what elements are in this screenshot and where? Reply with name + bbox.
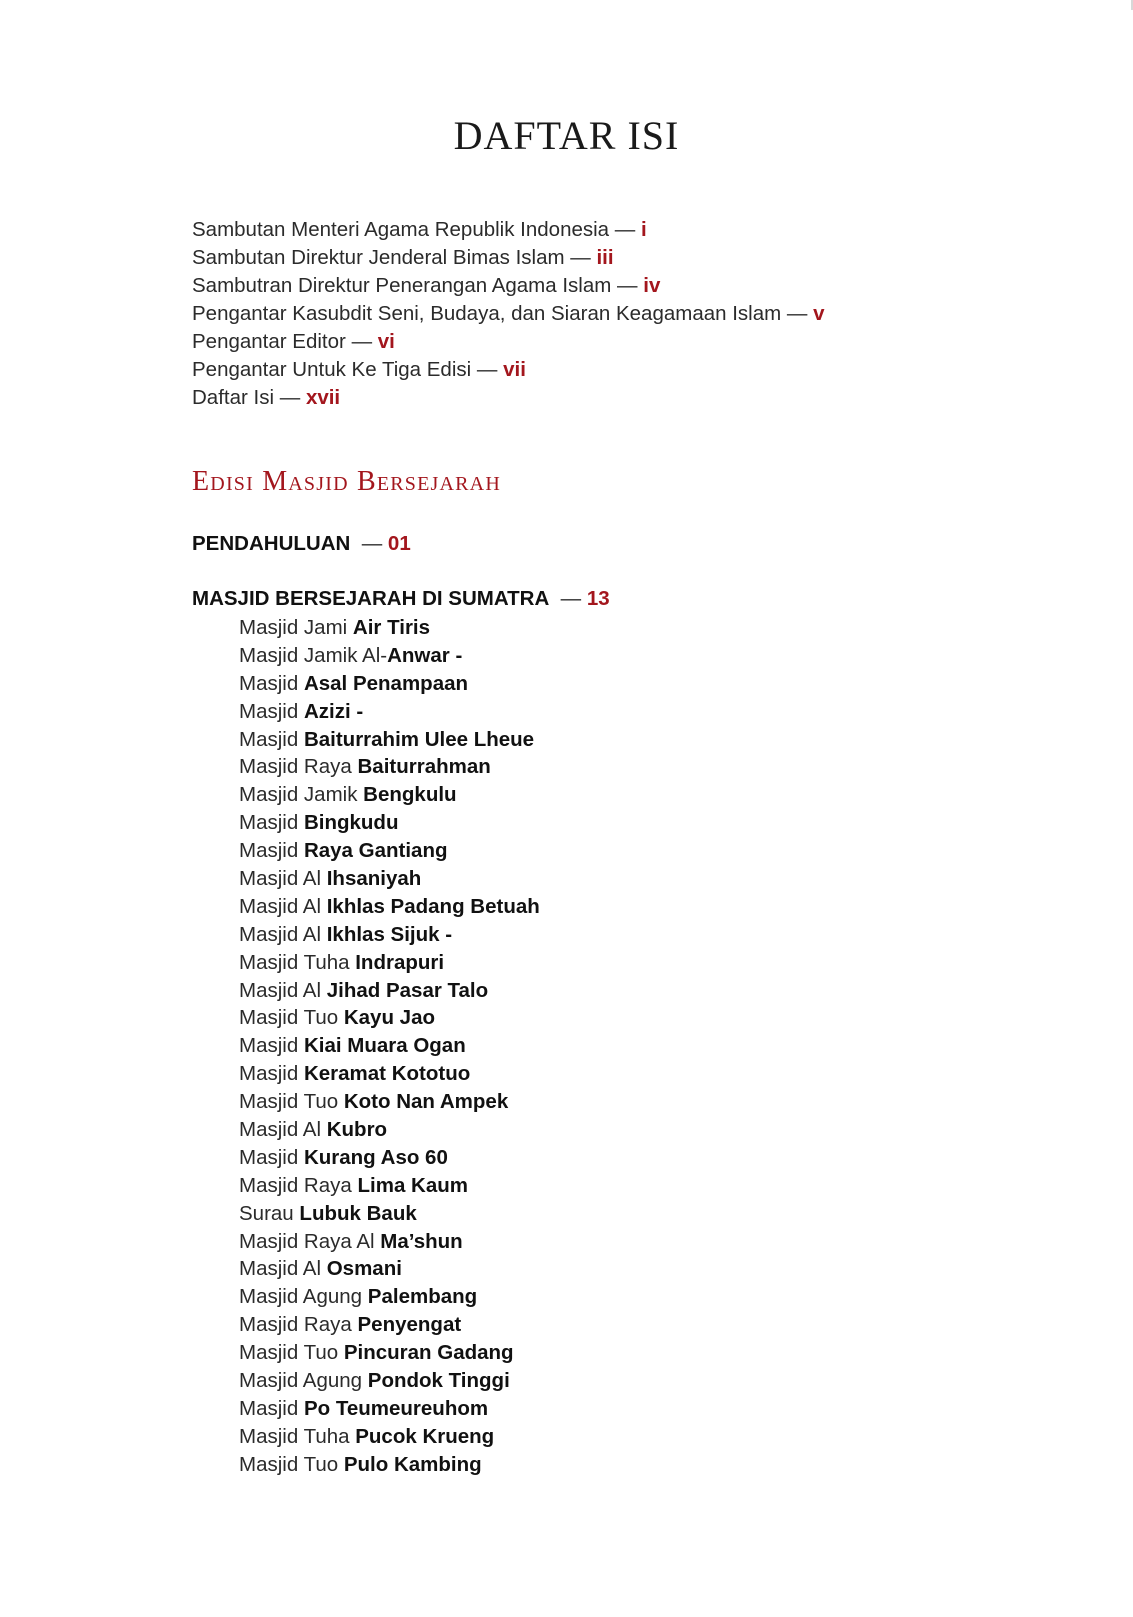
mosque-entry[interactable] <box>239 726 540 754</box>
mosque-prefix: Masjid <box>239 811 299 835</box>
toc-entry-label: Daftar Isi <box>192 386 275 409</box>
mosque-name: Kayu Jao <box>343 1006 435 1030</box>
mosque-prefix: Masjid <box>239 671 299 695</box>
chapter-page-number: 13 <box>586 587 610 610</box>
mosque-entry[interactable] <box>239 753 540 781</box>
toc-entry-label: Sambutran Direktur Penerangan Agama Islam <box>192 274 612 297</box>
mosque-entry[interactable] <box>239 1255 540 1283</box>
mosque-name: Penyengat <box>357 1313 462 1337</box>
mosque-entry[interactable] <box>239 1367 540 1395</box>
mosque-prefix: Surau <box>239 1201 294 1225</box>
mosque-name: Anwar - <box>387 643 463 667</box>
mosque-prefix: Masjid Agung <box>239 1285 363 1309</box>
mosque-entry[interactable] <box>239 921 540 949</box>
mosque-name: Pulo Kambing <box>343 1452 482 1476</box>
mosque-entry[interactable] <box>239 837 540 865</box>
mosque-name: Ikhlas Sijuk - <box>326 922 453 946</box>
mosque-name: Azizi - <box>303 699 364 723</box>
mosque-prefix: Masjid Al <box>239 1257 322 1281</box>
mosque-entry[interactable] <box>239 949 540 977</box>
mosque-prefix: Masjid Raya Al <box>239 1229 375 1253</box>
chapter-title: PENDAHULUAN <box>192 532 351 555</box>
mosque-name: Pincuran Gadang <box>343 1341 514 1365</box>
mosque-entry[interactable] <box>239 614 540 642</box>
toc-separator: — <box>786 302 808 325</box>
mosque-name: Lima Kaum <box>357 1173 468 1197</box>
mosque-entry[interactable] <box>239 1311 540 1339</box>
toc-page-number: iii <box>596 246 614 269</box>
mosque-prefix: Masjid Al <box>239 894 322 918</box>
mosque-entry[interactable] <box>239 1200 540 1228</box>
mosque-entry[interactable] <box>239 1060 540 1088</box>
mosque-entry[interactable] <box>239 865 540 893</box>
mosque-entry[interactable] <box>239 1004 540 1032</box>
mosque-name: Indrapuri <box>355 950 445 974</box>
mosque-entry[interactable] <box>239 1339 540 1367</box>
mosque-prefix: Masjid Jamik Al- <box>239 643 388 667</box>
mosque-entry[interactable] <box>239 1423 540 1451</box>
mosque-prefix: Masjid Al <box>239 867 322 891</box>
mosque-entry[interactable] <box>239 893 540 921</box>
mosque-prefix: Masjid <box>239 839 299 863</box>
toc-entry[interactable] <box>192 384 825 412</box>
mosque-prefix: Masjid Tuo <box>239 1341 339 1365</box>
toc-separator: — <box>570 246 591 269</box>
mosque-entry[interactable] <box>239 781 540 809</box>
mosque-entry[interactable] <box>239 1395 540 1423</box>
mosque-list <box>239 614 540 1479</box>
toc-page-number: xvii <box>305 386 341 409</box>
mosque-name: Po Teumeureuhom <box>303 1396 489 1420</box>
mosque-entry[interactable] <box>239 1172 540 1200</box>
mosque-name: Bingkudu <box>303 811 399 835</box>
toc-separator: — <box>560 587 582 610</box>
toc-entry[interactable] <box>192 244 825 272</box>
mosque-prefix: Masjid <box>239 1034 299 1058</box>
mosque-entry[interactable] <box>239 670 540 698</box>
toc-entry[interactable] <box>192 300 825 328</box>
mosque-name: Baiturrahim Ulee Lheue <box>303 727 535 751</box>
mosque-entry[interactable] <box>239 809 540 837</box>
chapter-entry-pendahuluan[interactable] <box>192 532 411 556</box>
mosque-name: Koto Nan Ampek <box>343 1090 509 1114</box>
mosque-name: Ihsaniyah <box>326 867 422 891</box>
mosque-prefix: Masjid Jamik <box>239 783 358 807</box>
mosque-name: Air Tiris <box>352 616 431 639</box>
mosque-entry[interactable] <box>239 1116 540 1144</box>
mosque-prefix: Masjid Tuha <box>239 950 350 974</box>
toc-entry-label: Sambutan Direktur Jenderal Bimas Islam <box>192 246 565 269</box>
mosque-entry[interactable] <box>239 1283 540 1311</box>
mosque-name: Jihad Pasar Talo <box>326 978 489 1002</box>
toc-entry[interactable] <box>192 272 825 300</box>
mosque-name: Osmani <box>326 1257 402 1281</box>
mosque-entry[interactable] <box>239 642 540 670</box>
mosque-prefix: Masjid Al <box>239 922 322 946</box>
toc-page-number: vi <box>377 330 395 353</box>
mosque-prefix: Masjid Tuha <box>239 1424 350 1448</box>
mosque-prefix: Masjid <box>239 1062 299 1086</box>
front-matter-list <box>192 216 825 412</box>
mosque-entry[interactable] <box>239 1088 540 1116</box>
toc-separator: — <box>476 358 498 381</box>
toc-entry[interactable] <box>192 356 825 384</box>
mosque-name: Kubro <box>326 1118 388 1142</box>
mosque-name: Raya Gantiang <box>303 839 448 863</box>
toc-entry-label: Pengantar Kasubdit Seni, Budaya, dan Siaran Keagamaan Islam <box>192 302 782 325</box>
mosque-entry[interactable] <box>239 1451 540 1479</box>
toc-page-number: i <box>641 218 647 241</box>
mosque-name: Lubuk Bauk <box>299 1201 417 1225</box>
toc-entry[interactable] <box>192 328 825 356</box>
mosque-prefix: Masjid Raya <box>239 1313 352 1337</box>
mosque-entry[interactable] <box>239 1228 540 1256</box>
mosque-prefix: Masjid Raya <box>239 1173 352 1197</box>
mosque-name: Bengkulu <box>363 783 457 807</box>
toc-entry-label: Sambutan Menteri Agama Republik Indonesia <box>192 218 610 241</box>
mosque-prefix: Masjid Raya <box>239 755 352 779</box>
mosque-name: Keramat Kototuo <box>303 1062 471 1086</box>
mosque-prefix: Masjid Al <box>239 1118 322 1142</box>
toc-page-number: vii <box>503 358 526 381</box>
mosque-entry[interactable] <box>239 977 540 1005</box>
mosque-entry[interactable] <box>239 1144 540 1172</box>
mosque-prefix: Masjid Agung <box>239 1369 363 1393</box>
toc-separator: — <box>279 386 301 409</box>
mosque-entry[interactable] <box>239 698 540 726</box>
mosque-name: Pucok Krueng <box>355 1424 495 1448</box>
mosque-prefix: Masjid Tuo <box>239 1452 339 1476</box>
mosque-name: Ikhlas Padang Betuah <box>326 894 540 918</box>
page-title: DAFTAR ISI <box>453 113 680 158</box>
mosque-name: Kurang Aso 60 <box>303 1145 448 1169</box>
mosque-prefix: Masjid <box>239 1396 299 1420</box>
toc-entry-label: Pengantar Editor <box>192 330 346 353</box>
toc-separator: — <box>614 218 636 241</box>
mosque-prefix: Masjid Al <box>239 978 322 1002</box>
toc-page-number: v <box>813 302 825 325</box>
mosque-name: Palembang <box>367 1285 478 1309</box>
mosque-prefix: Masjid <box>239 699 299 723</box>
mosque-name: Pondok Tinggi <box>367 1369 510 1393</box>
mosque-name: Ma’shun <box>380 1229 463 1253</box>
toc-separator: — <box>351 330 373 353</box>
section-heading: Edisi Masjid Bersejarah <box>192 466 501 497</box>
toc-separator: — <box>617 274 638 297</box>
mosque-name: Baiturrahman <box>357 755 491 779</box>
mosque-entry[interactable] <box>239 1032 540 1060</box>
mosque-name: Kiai Muara Ogan <box>303 1034 466 1058</box>
chapter-entry-sumatra[interactable] <box>192 587 610 611</box>
toc-page-number: iv <box>643 274 661 297</box>
chapter-title: MASJID BERSEJARAH DI SUMATRA <box>192 587 550 610</box>
toc-separator: — <box>361 532 383 555</box>
toc-entry[interactable] <box>192 216 825 244</box>
mosque-prefix: Masjid <box>239 1145 299 1169</box>
toc-entry-label: Pengantar Untuk Ke Tiga Edisi <box>192 358 472 381</box>
mosque-prefix: Masjid Tuo <box>239 1006 339 1030</box>
chapter-page-number: 01 <box>387 532 411 555</box>
mosque-prefix: Masjid Tuo <box>239 1090 339 1114</box>
mosque-name: Asal Penampaan <box>303 671 469 695</box>
mosque-prefix: Masjid <box>239 727 299 751</box>
mosque-prefix: Masjid Jami <box>239 616 348 639</box>
